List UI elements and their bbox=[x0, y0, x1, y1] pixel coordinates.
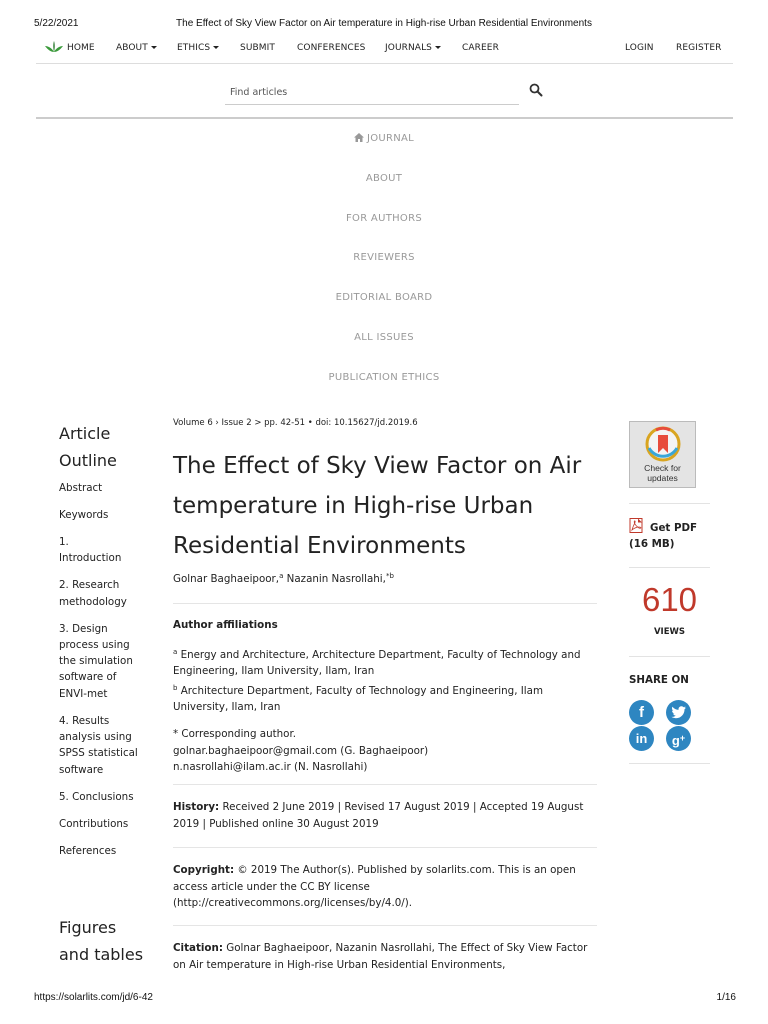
affil-text: Architecture Department, Faculty of Technology and Engineering, Ilam University, Ilam, Iran bbox=[173, 684, 543, 714]
outline-link-research-methodology[interactable]: 2. Research methodology bbox=[59, 579, 127, 608]
divider bbox=[173, 847, 597, 848]
outline-link-keywords[interactable]: Keywords bbox=[59, 508, 109, 521]
caret-down-icon bbox=[213, 46, 219, 49]
nav-about-label: ABOUT bbox=[116, 43, 148, 53]
article-main bbox=[173, 418, 597, 971]
affiliation-b bbox=[173, 680, 597, 716]
views-count: 610 bbox=[641, 581, 698, 618]
caret-down-icon bbox=[435, 46, 441, 49]
outline-link-references[interactable]: References bbox=[59, 844, 117, 857]
outline-link-design-process[interactable]: 3. Design process using the simulation software of ENVI-met bbox=[59, 622, 133, 700]
copyright-text: © 2019 The Author(s). Published by solarlits.com. This is an open access article under the CC BY license (http://creativecommons.org/licenses/by/4.0/). bbox=[173, 864, 576, 910]
twitter-icon[interactable] bbox=[666, 700, 691, 725]
article-authors bbox=[173, 572, 394, 585]
divider bbox=[173, 603, 597, 604]
divider bbox=[629, 763, 710, 764]
divider bbox=[629, 656, 710, 657]
share-on-label: SHARE ON bbox=[629, 674, 689, 686]
pdf-icon bbox=[629, 518, 646, 533]
email-link[interactable]: golnar.baghaeipoor@gmail.com (G. Baghaeipoor) bbox=[173, 744, 429, 757]
affil-text: Energy and Architecture, Architecture Department, Faculty of Technology and Engineering, Ilam University, Ilam, Iran bbox=[173, 648, 581, 678]
author-affil-marker: a bbox=[279, 572, 284, 580]
nav-journals[interactable] bbox=[385, 43, 441, 53]
nav-home[interactable]: HOME bbox=[67, 43, 95, 53]
outline-link-introduction[interactable]: 1. Introduction bbox=[59, 535, 122, 565]
outline-heading-line2: Outline bbox=[59, 451, 117, 470]
home-icon bbox=[354, 133, 364, 142]
affiliations-heading: Author affiliations bbox=[173, 619, 278, 631]
divider bbox=[629, 503, 710, 504]
leaf-logo-icon bbox=[45, 41, 63, 53]
history-label: History: bbox=[173, 801, 220, 813]
email-link[interactable]: n.nasrollahi@ilam.ac.ir (N. Nasrollahi) bbox=[173, 761, 368, 774]
figures-heading-line2: and tables bbox=[59, 945, 144, 964]
nav-about[interactable] bbox=[116, 43, 157, 53]
crossmark-label bbox=[630, 464, 695, 483]
citation-block bbox=[173, 940, 597, 973]
nav-journals-label: JOURNALS bbox=[385, 43, 432, 53]
nav-conferences[interactable]: CONFERENCES bbox=[297, 43, 366, 53]
nav-submit[interactable]: SUBMIT bbox=[240, 43, 275, 53]
header-divider bbox=[36, 117, 733, 119]
copyright-label: Copyright: bbox=[173, 864, 235, 876]
divider bbox=[173, 784, 597, 785]
print-header bbox=[0, 18, 768, 32]
subnav-all-issues[interactable]: ALL ISSUES bbox=[354, 332, 414, 343]
search-icon[interactable] bbox=[529, 83, 543, 97]
author-name[interactable]: Nazanin Nasrollahi, bbox=[283, 573, 386, 585]
subnav-for-authors[interactable]: FOR AUTHORS bbox=[345, 213, 422, 224]
print-footer bbox=[0, 992, 768, 1006]
author-name[interactable]: Golnar Baghaeipoor, bbox=[173, 573, 280, 585]
history-block bbox=[173, 799, 597, 832]
print-date: 5/22/2021 bbox=[34, 18, 79, 29]
figures-heading-line1: Figures bbox=[59, 918, 117, 937]
subnav-publication-ethics[interactable]: PUBLICATION ETHICS bbox=[328, 372, 440, 383]
crossmark-line1: Check for bbox=[644, 463, 681, 473]
author-affil-marker: *b bbox=[385, 572, 394, 580]
copyright-block bbox=[173, 862, 597, 912]
google-plus-icon[interactable]: g+ bbox=[666, 726, 691, 751]
nav-ethics-label: ETHICS bbox=[177, 43, 211, 53]
outline-link-conclusions[interactable]: 5. Conclusions bbox=[59, 790, 134, 803]
search-input[interactable] bbox=[225, 82, 519, 103]
citation-text: Golnar Baghaeipoor, Nazanin Nasrollahi, The Effect of Sky View Factor on Air temperature in High-rise Urban Residential Environments, bbox=[173, 942, 588, 971]
print-page-number: 1/16 bbox=[716, 992, 736, 1003]
citation-label: Citation: bbox=[173, 942, 223, 954]
print-title: The Effect of Sky View Factor on Air temperature in High-rise Urban Residential Environments bbox=[176, 18, 592, 29]
divider bbox=[173, 925, 597, 926]
figures-tables-heading bbox=[59, 914, 143, 968]
outline-link-abstract[interactable]: Abstract bbox=[59, 482, 103, 494]
print-url: https://solarlits.com/jd/6-42 bbox=[34, 992, 153, 1003]
twitter-bird-glyph bbox=[666, 700, 691, 725]
outline-link-contributions[interactable]: Contributions bbox=[59, 817, 129, 830]
outline-heading-line1: Article bbox=[59, 424, 111, 443]
facebook-icon[interactable]: f bbox=[629, 700, 654, 725]
get-pdf-link[interactable] bbox=[629, 518, 719, 552]
subnav-journal-label: JOURNAL bbox=[366, 133, 415, 144]
affil-marker: a bbox=[173, 647, 178, 656]
pdf-size: (16 MB) bbox=[629, 538, 675, 550]
article-meta: Volume 6 › Issue 2 > pp. 42-51 • doi: 10.15627/jd.2019.6 bbox=[173, 418, 418, 428]
affiliations-block bbox=[173, 617, 597, 776]
outline-link-results-analysis[interactable]: 4. Results analysis using SPSS statistical software bbox=[59, 714, 138, 776]
pdf-label: Get PDF bbox=[650, 522, 698, 534]
article-outline bbox=[59, 480, 154, 870]
article-outline-heading bbox=[59, 420, 117, 474]
article-title: The Effect of Sky View Factor on Air temperature in High-rise Urban Residential Environments bbox=[173, 453, 582, 559]
subnav-journal[interactable] bbox=[0, 133, 768, 144]
affil-marker: b bbox=[173, 683, 178, 692]
crossmark-line2: updates bbox=[647, 472, 678, 483]
nav-ethics[interactable] bbox=[177, 43, 219, 53]
nav-career[interactable]: CAREER bbox=[462, 43, 499, 53]
subnav-editorial-board[interactable]: EDITORIAL BOARD bbox=[335, 292, 433, 303]
crossmark-icon bbox=[645, 426, 681, 462]
nav-login[interactable]: LOGIN bbox=[625, 43, 654, 53]
affiliation-a bbox=[173, 644, 597, 680]
views-label: VIEWS bbox=[653, 627, 686, 637]
top-navbar bbox=[36, 40, 733, 64]
subnav-reviewers[interactable]: REVIEWERS bbox=[353, 252, 415, 263]
linkedin-icon[interactable]: in bbox=[629, 726, 654, 751]
search-box bbox=[225, 80, 519, 105]
history-text: Received 2 June 2019 | Revised 17 August 2019 | Accepted 19 August 2019 | Published online 30 August 2019 bbox=[173, 801, 584, 830]
subnav-about[interactable]: ABOUT bbox=[365, 173, 403, 184]
corresponding-note: * Corresponding author. bbox=[173, 727, 297, 740]
divider bbox=[629, 567, 710, 568]
caret-down-icon bbox=[151, 46, 157, 49]
nav-register[interactable]: REGISTER bbox=[676, 43, 722, 53]
check-for-updates-button[interactable] bbox=[629, 421, 696, 488]
